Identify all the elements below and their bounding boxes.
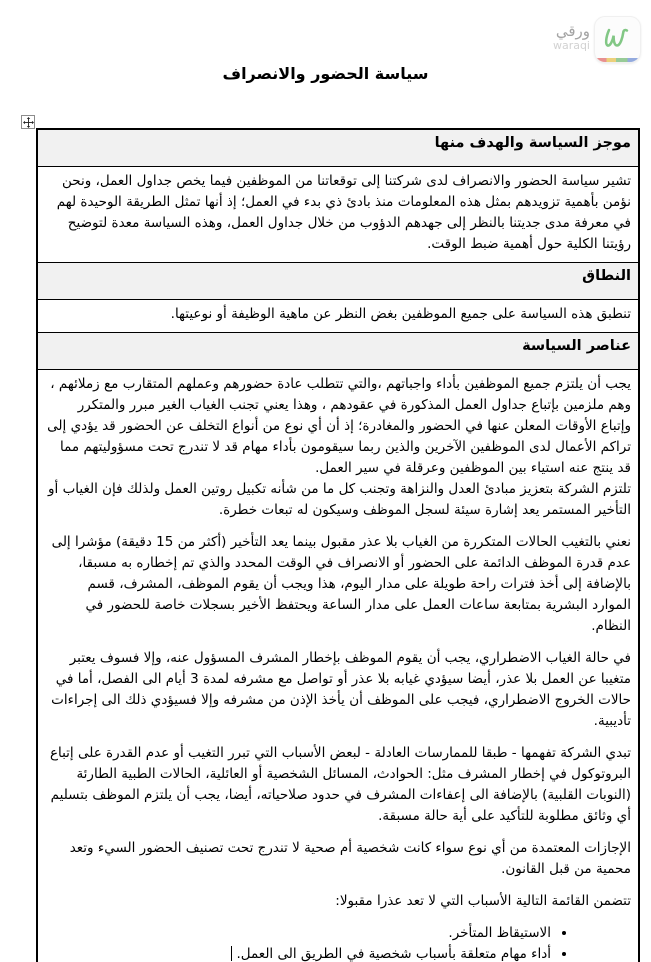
elements-paragraph-2: تلتزم الشركة بتعزيز مبادئ العدل والنزاهة وتجنب كل ما من شأنه تكبيل روتين العمل ولذلك فإن الغياب أو التأخير المستمر يعد إشارة سيئة لسجل الموظف وسيكون له تبعات خطرة. bbox=[48, 481, 631, 518]
document-title[interactable]: سياسة الحضور والانصراف bbox=[222, 64, 429, 83]
section-body-elements[interactable] bbox=[38, 369, 638, 962]
summary-paragraph: تشير سياسة الحضور والانصراف لدى شركتنا إلى توقعاتنا من الموظفين فيما يخص جداول العمل، ونحن نؤمن بأهمية تزويدهم بمثل هذه المعلومات منذ بادئ ذي بدء في العمل؛ إذ أنها تمثل الطريقة الوحيدة لهم في معرفة مدى جديتنا بالنظر إلى جهدهم الدؤوب من خلال جداول العمل، وهذه السياسة معدة لتوضيح رؤيتنا الكلية حول أهمية ضبط الوقت. bbox=[56, 173, 631, 252]
section-body-summary[interactable] bbox=[38, 166, 638, 262]
elements-paragraph-6: الإجازات المعتمدة من أي نوع سواء كانت شخصية أم صحية لا تندرج تحت تصنيف الحضور السيء وتعد محمية من قبل القانون. bbox=[69, 840, 631, 877]
waraqi-w-icon bbox=[597, 19, 638, 60]
section-header-summary[interactable]: موجز السياسة والهدف منها bbox=[38, 130, 638, 166]
table-move-handle[interactable] bbox=[21, 115, 35, 129]
move-cross-icon bbox=[23, 117, 34, 128]
excuses-list-intro: تتضمن القائمة التالية الأسباب التي لا تعد عذرا مقبولا: bbox=[335, 893, 631, 909]
section-body-scope[interactable] bbox=[38, 299, 638, 332]
logo-name-latin: waraqi bbox=[552, 38, 590, 52]
list-item-text: الاستيقاظ المتأخر. bbox=[448, 925, 551, 941]
list-item bbox=[45, 923, 551, 944]
waraqi-logo-icon bbox=[594, 16, 641, 63]
elements-paragraph-1: يجب أن يلتزم جميع الموظفين بأداء واجباتهم ،والتي تتطلب عادة حضورهم وعملهم المتقارب مع زملائهم ، وهم ملزمين بإتباع جداول العمل المذكورة في عقودهم ، وهذا يعني تجنب الغياب الغير مبرر والمتكرر وإتباع الأوقات المعلن عنها في الحضور والمغادرة؛ إذ أن أي نوع من أنواع التخلف عن الحضور قد يؤدي إلى تراكم الأعمال لدى الموظفين الآخرين والذين ربما سيقومون بأداء مهام قد لا تندرج تحت مسؤوليتهم مما قد ينتج عنه استياء بين الموظفين وعرقلة في سير العمل. bbox=[47, 376, 631, 476]
elements-paragraph-4: في حالة الغياب الاضطراري، يجب أن يقوم الموظف بإخطار المشرف المسؤول عنه، وإلا فسوف يعتبر متغيبا عن العمل بلا عذر، أيضا سيؤدي غيابه بلا عذر أو تواصل مع مشرفه لمدة 3 أيام الى الفصل، أما في حالات الخروج الاضطراري، فيجب على الموظف أن يأخذ الإذن من مشرفه وإلا فسيؤدي ذلك الى إجراءات تأديبية. bbox=[51, 650, 631, 729]
logo-rainbow-bar bbox=[595, 58, 640, 62]
logo-name-arabic: ورقي bbox=[555, 22, 590, 40]
elements-paragraph-5: تبدي الشركة تفهمها - طبقا للممارسات العادلة - لبعض الأسباب التي تبرر التغيب أو عدم القدرة على إتباع البروتوكول في إخطار المشرف مثل: الحوادث، المسائل الشخصية أو العائلية، الحالات الطبية الطارئة (النوبات القلبية) بالإضافة الى إعفاءات المشرف في حدود صلاحياته، أيضا، يجب أن يلتزم الموظف بتسليم أي وثائق مطلوبة للتأكيد على أية حالة مسبقة. bbox=[49, 745, 631, 824]
scope-paragraph: تنطبق هذه السياسة على جميع الموظفين بغض النظر عن ماهية الوظيفة أو نوعيتها. bbox=[170, 306, 631, 322]
policy-table bbox=[36, 128, 640, 962]
list-item bbox=[45, 944, 551, 962]
section-header-scope[interactable]: النطاق bbox=[38, 262, 638, 299]
elements-paragraph-3: نعني بالتغيب الحالات المتكررة من الغياب بلا عذر مقبول بينما يعد التأخير (أكثر من 15 دقيقة) مؤشرا إلى عدم قدرة الموظف الدائمة على الحضور أو الانصراف في الوقت المحدد والذي تم إخطاره به مسبقا، بالإضافة إلى أخذ فترات راحة طويلة على مدار اليوم، هذا ويجب أن يقوم الموظف، المشرف، قسم الموارد البشرية بمتابعة ساعات العمل على مدار الساعة ويحتفظ الأخير بسجلات خاصة للحضور في النظام. bbox=[51, 534, 631, 634]
list-item-text: أداء مهام متعلقة بأسباب شخصية في الطريق الى العمل. bbox=[236, 946, 551, 962]
text-caret bbox=[231, 946, 232, 961]
section-header-elements[interactable]: عناصر السياسة bbox=[38, 332, 638, 369]
excuses-list bbox=[45, 923, 571, 962]
waraqi-logo bbox=[553, 24, 590, 51]
